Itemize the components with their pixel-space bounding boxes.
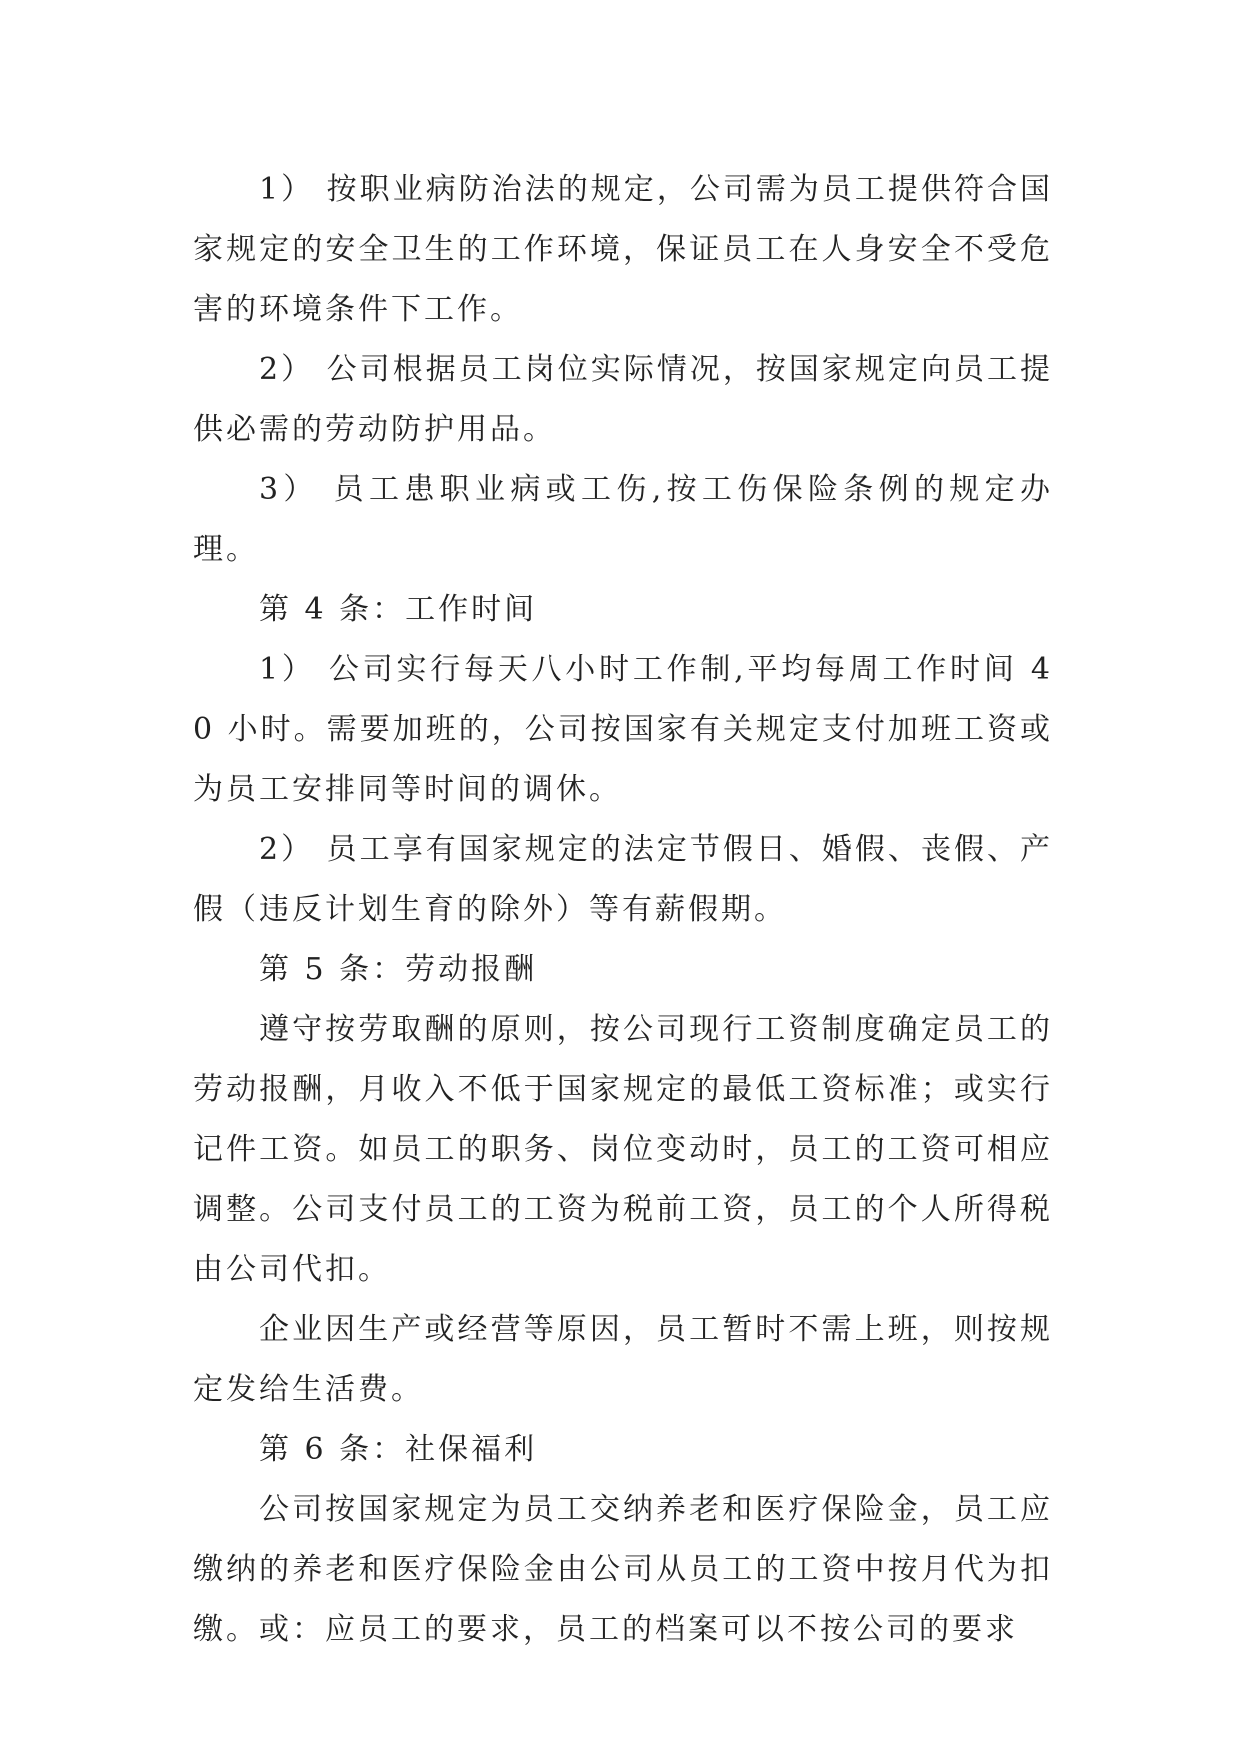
- paragraph-paid-leave: 2） 员工享有国家规定的法定节假日、婚假、丧假、产假（违反计划生育的除外）等有薪假期。: [193, 832, 1053, 927]
- paragraph-remuneration: 遵守按劳取酬的原则，按公司现行工资制度确定员工的劳动报酬，月收入不低于国家规定的最低工资标准；或实行记件工资。如员工的职务、岗位变动时，员工的工资可相应调整。公司支付员工的工资为税前工资，员工的个人所得税由公司代扣。: [193, 1012, 1053, 1287]
- paragraph-social-insurance: 公司按国家规定为员工交纳养老和医疗保险金，员工应缴纳的养老和医疗保险金由公司从员工的工资中按月代为扣缴。或：应员工的要求，员工的档案可以不按公司的要求: [193, 1492, 1053, 1647]
- paragraph-living-allowance: 企业因生产或经营等原因，员工暂时不需上班，则按规定发给生活费。: [193, 1312, 1053, 1407]
- heading-article-6: 第 6 条：社保福利: [259, 1432, 538, 1467]
- heading-article-5: 第 5 条：劳动报酬: [259, 952, 538, 987]
- paragraph-work-injury: 3） 员工患职业病或工伤,按工伤保险条例的规定办理。: [193, 472, 1053, 567]
- paragraph-working-hours: 1） 公司实行每天八小时工作制,平均每周工作时间 40 小时。需要加班的，公司按国家有关规定支付加班工资或为员工安排同等时间的调休。: [193, 652, 1053, 807]
- heading-article-4: 第 4 条：工作时间: [259, 592, 538, 627]
- document-body: [193, 160, 1053, 1660]
- paragraph-protective-equipment: 2） 公司根据员工岗位实际情况，按国家规定向员工提供必需的劳动防护用品。: [193, 352, 1053, 447]
- paragraph-occupational-health: 1） 按职业病防治法的规定，公司需为员工提供符合国家规定的安全卫生的工作环境，保证员工在人身安全不受危害的环境条件下工作。: [193, 172, 1053, 327]
